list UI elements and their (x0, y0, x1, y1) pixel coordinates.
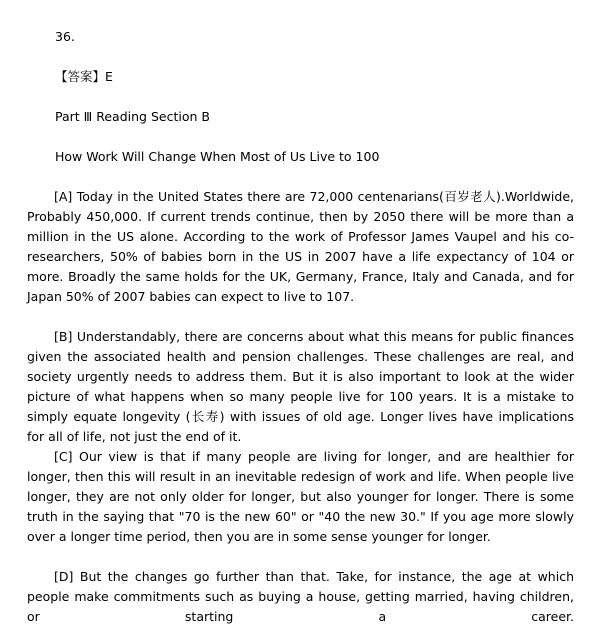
article-title: How Work Will Change When Most of Us Live to 100 (55, 149, 380, 164)
paragraph-c: [C] Our view is that if many people are living for longer, and are healthier for longer, then this will result in an inevitable redesign of work and life. When people live longer, they are not only older for longer, but also younger for longer. There is some truth in the saying that "70 is the new 60" or "40 the new 30." If you age more slowly over a longer time period, then you are in some sense younger for longer. (27, 449, 574, 544)
paragraph-a: [A] Today in the United States there are 72,000 centenarians(百岁老人).Worldwide, Probably 450,000. If current trends continue, then by 2050 there will be more than a million in the US alone. According to the work of Professor James Vaupel and his co-researchers, 50% of babies born in the US in 2007 have a life expectancy of 104 or more. Broadly the same holds for the UK, Germany, France, Italy and Canada, and for Japan 50% of 2007 babies can expect to live to 107. (27, 189, 574, 304)
part-heading: Part Ⅲ Reading Section B (55, 109, 210, 124)
paragraph-b: [B] Understandably, there are concerns about what this means for public finances given the associated health and pension challenges. These challenges are real, and society urgently needs to address them. But it is also important to look at the wider picture of what happens when so many people live for 100 years. It is a mistake to simply equate longevity (长寿) with issues of old age. Longer lives have implications for all of life, not just the end of it. (27, 329, 574, 444)
answer-line: 【答案】E (55, 69, 113, 84)
paragraph-d: [D] But the changes go further than that. Take, for instance, the age at which people make commitments such as buying a house, getting married, having children, or starting a career. (27, 569, 574, 624)
question-number: 36. (55, 29, 75, 44)
